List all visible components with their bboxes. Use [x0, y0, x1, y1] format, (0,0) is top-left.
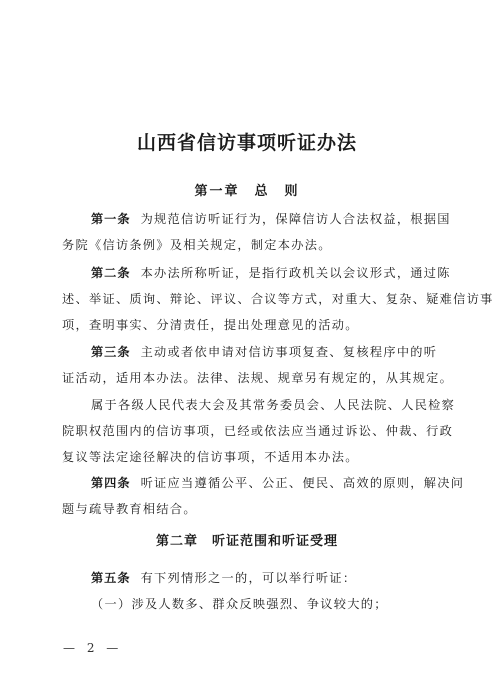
- article-label: 第二条: [91, 266, 131, 280]
- page-number: — 2 —: [63, 641, 123, 655]
- article-2: [91, 260, 451, 286]
- article-text: 题与疏导教育相结合。: [62, 502, 197, 516]
- article-text: 复议等法定途径解决的信访事项，不适用本办法。: [62, 450, 359, 464]
- article-1: [91, 206, 451, 232]
- article-text: 有下列情形之一的，可以举行听证：: [140, 571, 357, 585]
- article-text: 院职权范围内的信访事项，已经或依法应当通过诉讼、仲裁、行政: [62, 424, 454, 438]
- article-label: 第五条: [91, 571, 131, 585]
- article-text: 为规范信访听证行为，保障信访人合法权益，根据国: [140, 212, 451, 226]
- article-text: 务院《信访条例》及相关规定，制定本办法。: [62, 238, 332, 252]
- article-label: 第一条: [91, 212, 131, 226]
- article-text: 属于各级人民代表大会及其常务委员会、人民法院、人民检察: [91, 398, 456, 412]
- list-item: （一）涉及人数多、群众反映强烈、争议较大的；: [91, 597, 388, 611]
- chapter-heading: 第二章 听证范围和听证受理: [155, 534, 338, 549]
- article-label: 第四条: [91, 476, 131, 490]
- article-text: 证活动，适用本办法。法律、法规、规章另有规定的，从其规定。: [62, 371, 454, 385]
- document-title: 山西省信访事项听证办法: [136, 132, 357, 154]
- article-4: [91, 470, 464, 496]
- article-5: [91, 565, 356, 591]
- article-label: 第三条: [91, 345, 131, 359]
- article-text: 听证应当遵循公平、公正、便民、高效的原则，解决问: [140, 476, 465, 490]
- article-text: 本办法所称听证，是指行政机关以会议形式，通过陈: [140, 266, 451, 280]
- chapter-heading: 第一章 总 则: [194, 184, 300, 199]
- article-text: 主动或者依申请对信访事项复查、复核程序中的听: [140, 345, 438, 359]
- article-3: [91, 339, 437, 365]
- article-text: 述、举证、质询、辩论、评议、合议等方式，对重大、复杂、疑难信访事: [62, 292, 494, 306]
- article-text: 项，查明事实、分清责任，提出处理意见的活动。: [62, 318, 359, 332]
